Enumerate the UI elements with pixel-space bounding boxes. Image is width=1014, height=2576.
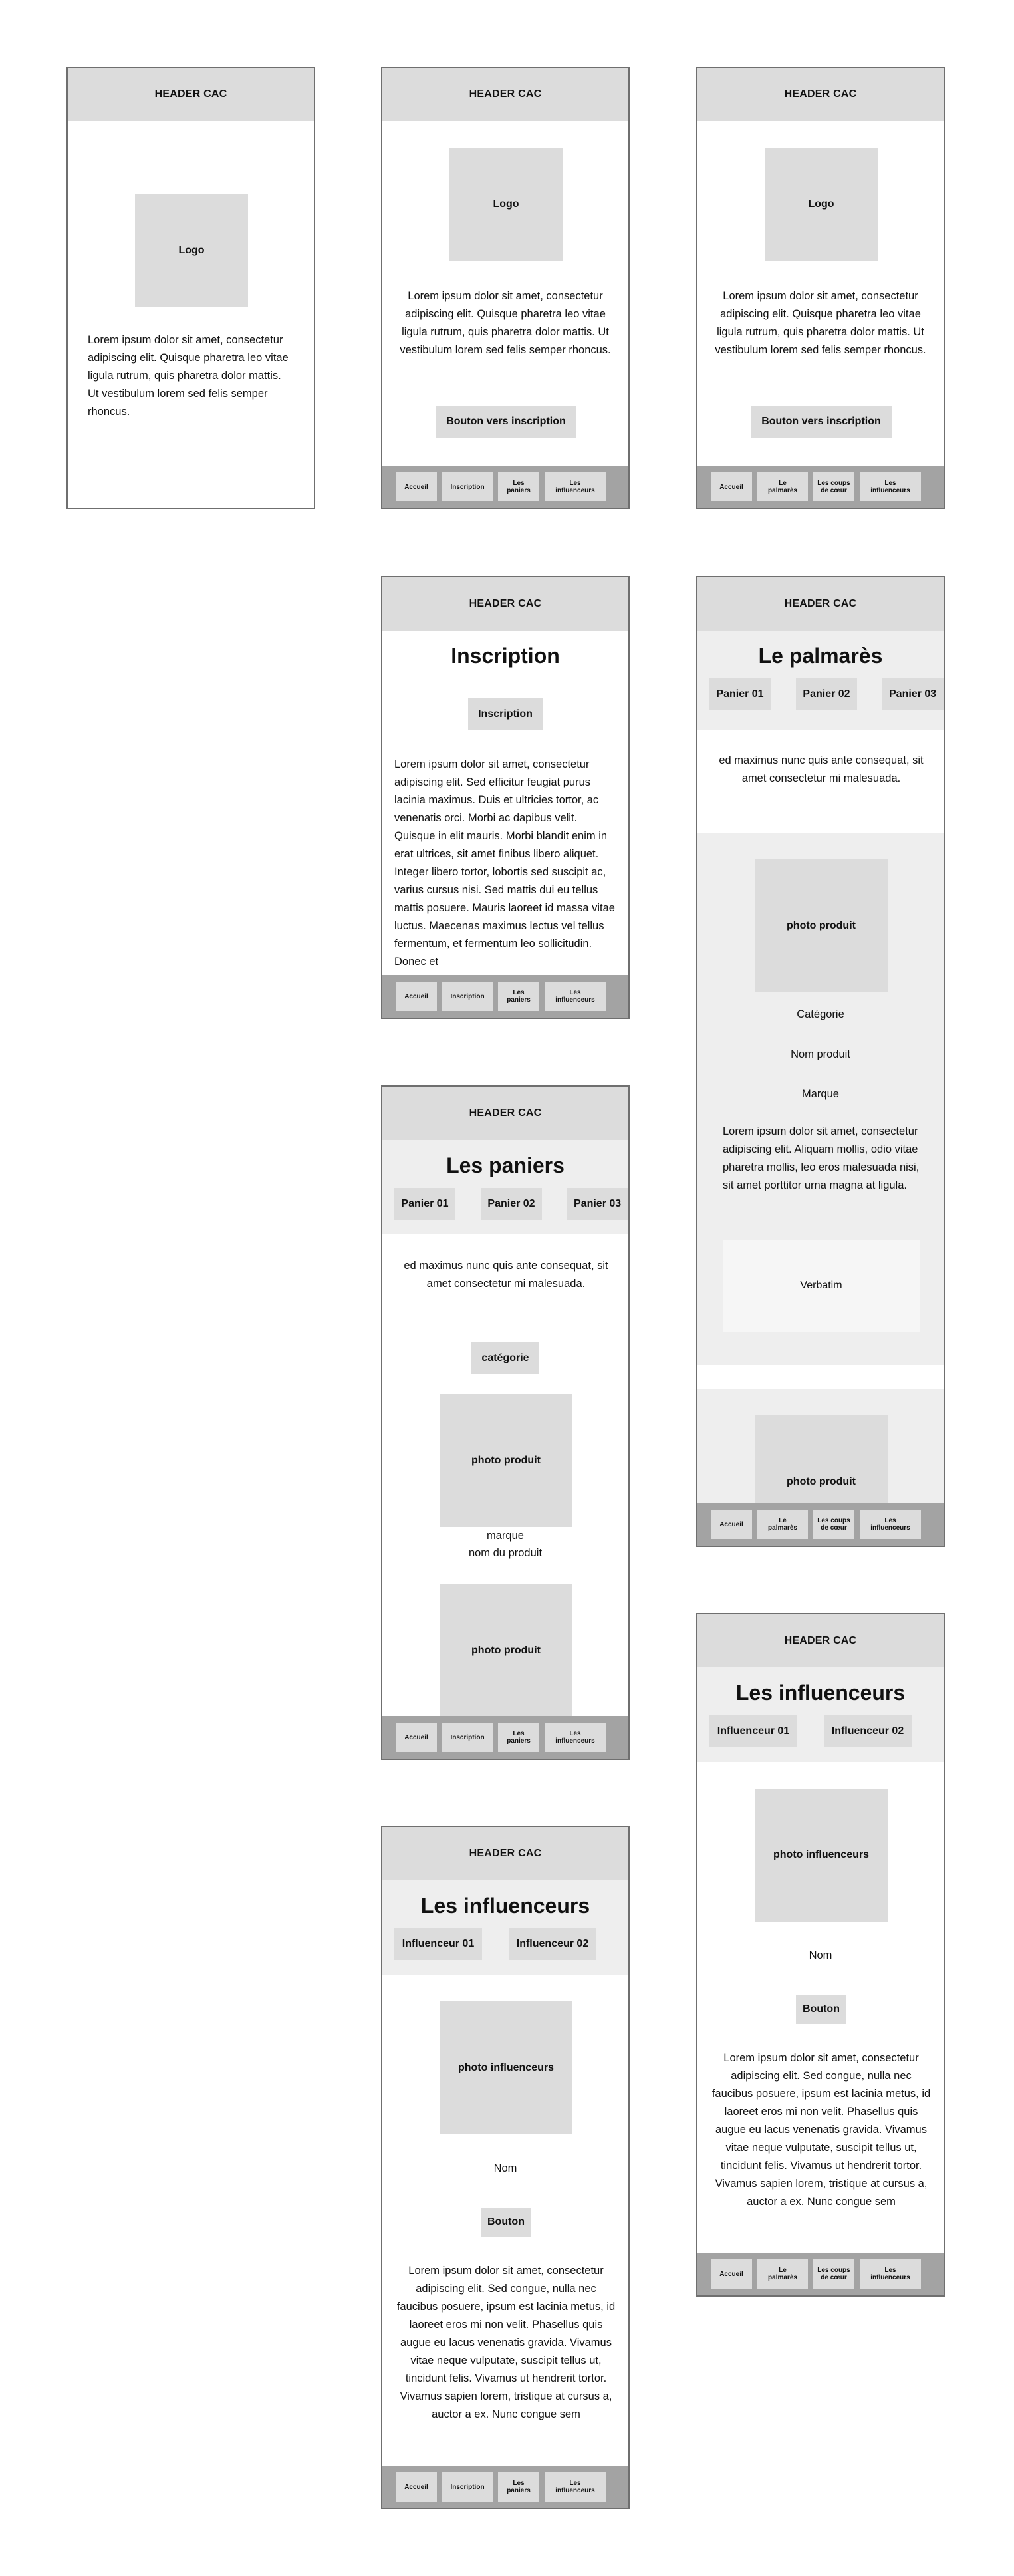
product-brand: Marque — [802, 1088, 839, 1100]
product-name: nom du produit — [468, 1547, 543, 1559]
frame-paniers — [381, 1085, 630, 1760]
signup-cta-button[interactable]: Bouton vers inscription — [751, 406, 892, 438]
intro-text: Lorem ipsum dolor sit amet, consectetur adipiscing elit. Quisque pharetra leo vitae ligula rutrum, quis pharetra dolor mattis. Ut vestibulum lorem sed felis semper rhoncus. — [88, 334, 289, 418]
paniers-intro: ed maximus nunc quis ante consequat, sit amet consectetur mi malesuada. — [404, 1260, 608, 1290]
nav-influenceurs[interactable]: Les influenceurs — [545, 982, 606, 1011]
header: HEADER CAC — [697, 577, 944, 631]
nav-palmares[interactable]: Le palmarès — [757, 2259, 808, 2289]
page-title: Le palmarès — [758, 644, 883, 668]
nav-accueil[interactable]: Accueil — [396, 1723, 437, 1752]
nav-paniers[interactable]: Les paniers — [498, 982, 539, 1011]
tab-influenceur-01[interactable]: Influenceur 01 — [394, 1928, 482, 1960]
product-photo: photo produit — [440, 1394, 572, 1527]
product-photo-2: photo produit — [755, 1415, 888, 1547]
intro-text: Lorem ipsum dolor sit amet, consectetur adipiscing elit. Quisque pharetra leo vitae ligula rutrum, quis pharetra dolor mattis. Ut vestibulum lorem sed felis semper rhoncus. — [715, 290, 926, 356]
bottom-nav — [382, 1716, 628, 1759]
nav-coups-de-coeur[interactable]: Les coups de cœur — [813, 1510, 854, 1539]
frame-home-alt — [696, 67, 945, 509]
header: HEADER CAC — [382, 1087, 628, 1140]
influencer-photo: photo influenceurs — [755, 1789, 888, 1922]
tab-panier-03[interactable]: Panier 03 — [567, 1188, 630, 1220]
page-title: Les influenceurs — [735, 1681, 906, 1705]
page-title: Inscription — [451, 644, 560, 668]
frame-home — [381, 67, 630, 509]
frame-palmares — [696, 576, 945, 1547]
influencer-button[interactable]: Bouton — [796, 1995, 846, 2024]
bottom-nav — [382, 2466, 628, 2508]
header: HEADER CAC — [697, 1614, 944, 1667]
frame-home-simple — [66, 67, 315, 509]
tab-panier-03[interactable]: Panier 03 — [882, 678, 945, 710]
bottom-nav — [697, 2253, 944, 2295]
nav-coups-de-coeur[interactable]: Les coups de cœur — [813, 2259, 854, 2289]
nav-palmares[interactable]: Le palmarès — [757, 472, 808, 501]
tab-panier-01[interactable]: Panier 01 — [709, 678, 771, 710]
logo: Logo — [765, 148, 878, 261]
product-brand: marque — [487, 1530, 524, 1542]
bottom-nav — [382, 466, 628, 508]
logo: Logo — [449, 148, 563, 261]
nav-influenceurs[interactable]: Les influenceurs — [860, 472, 921, 501]
nav-accueil[interactable]: Accueil — [711, 1510, 752, 1539]
nav-accueil[interactable]: Accueil — [396, 472, 437, 501]
bottom-nav — [697, 1503, 944, 1546]
product-name: Nom produit — [791, 1048, 850, 1060]
category-button[interactable]: catégorie — [471, 1342, 539, 1374]
product-description: Lorem ipsum dolor sit amet, consectetur adipiscing elit. Aliquam mollis, odio vitae pharetra mollis, leo eros malesuada nisi, sit amet porttitor urna magna at ligula. — [723, 1125, 920, 1191]
product-photo: photo produit — [755, 859, 888, 992]
nav-accueil[interactable]: Accueil — [711, 2259, 752, 2289]
product-category: Catégorie — [797, 1008, 844, 1020]
logo: Logo — [135, 194, 248, 307]
nav-influenceurs[interactable]: Les influenceurs — [545, 2472, 606, 2502]
nav-paniers[interactable]: Les paniers — [498, 2472, 539, 2502]
bottom-nav — [697, 466, 944, 508]
header: HEADER CAC — [382, 577, 628, 631]
nav-influenceurs[interactable]: Les influenceurs — [545, 472, 606, 501]
page-title: Les paniers — [446, 1153, 565, 1177]
frame-inscription — [381, 576, 630, 1019]
product-photo-2: photo produit — [440, 1584, 572, 1717]
signup-cta-button[interactable]: Bouton vers inscription — [436, 406, 576, 438]
verbatim-box: Verbatim — [723, 1240, 920, 1332]
nav-inscription[interactable]: Inscription — [442, 2472, 493, 2502]
tab-influenceur-01[interactable]: Influenceur 01 — [709, 1715, 797, 1747]
nav-influenceurs[interactable]: Les influenceurs — [860, 2259, 921, 2289]
nav-accueil[interactable]: Accueil — [711, 472, 752, 501]
nav-paniers[interactable]: Les paniers — [498, 1723, 539, 1752]
inscription-text: Lorem ipsum dolor sit amet, consectetur adipiscing elit. Sed efficitur feugiat purus lacinia maximus. Duis et ultricies tortor, ac venenatis orci. Morbi ac dapibus velit. Quisque in elit mauris. Morbi blandit enim in erat ultrices, sit amet finibus libero aliquet. Integer libero tortor, lobortis sed suscipit ac, varius cursus nisi. Sed mattis dui eu tellus mattis posuere. Mauris laoreet id massa vitae luctus. Maecenas maximus lectus vel tellus fermentum, et fermentum leo sollicitudin. Donec et — [394, 758, 615, 968]
page-title: Les influenceurs — [420, 1894, 590, 1918]
nav-influenceurs[interactable]: Les influenceurs — [860, 1510, 921, 1539]
influencer-button[interactable]: Bouton — [481, 2208, 531, 2237]
inscription-button[interactable]: Inscription — [468, 698, 543, 730]
header: HEADER CAC — [382, 1827, 628, 1880]
influencer-name: Nom — [493, 2162, 517, 2174]
influencer-text: Lorem ipsum dolor sit amet, consectetur adipiscing elit. Sed congue, nulla nec faucibus posuere, ipsum est lacinia metus, id laoreet eros mi non velit. Phasellus quis augue eu lacus venenatis gravida. Vivamus vitae neque vulputate, suscipit tellus ut, tincidunt felis. Vivamus ut hendrerit tortor. Vivamus sapien lorem, tristique at cursus a, auctor a ex. Nunc congue sem — [396, 2265, 616, 2420]
nav-accueil[interactable]: Accueil — [396, 982, 437, 1011]
nav-paniers[interactable]: Les paniers — [498, 472, 539, 501]
intro-text: Lorem ipsum dolor sit amet, consectetur adipiscing elit. Quisque pharetra leo vitae ligula rutrum, quis pharetra dolor mattis. Ut vestibulum lorem sed felis semper rhoncus. — [400, 290, 611, 356]
nav-coups-de-coeur[interactable]: Les coups de cœur — [813, 472, 854, 501]
nav-inscription[interactable]: Inscription — [442, 1723, 493, 1752]
tab-panier-02[interactable]: Panier 02 — [481, 1188, 542, 1220]
influencer-name: Nom — [809, 1949, 832, 1961]
bottom-nav — [382, 975, 628, 1018]
nav-influenceurs[interactable]: Les influenceurs — [545, 1723, 606, 1752]
tab-influenceur-02[interactable]: Influenceur 02 — [824, 1715, 912, 1747]
frame-influenceurs — [381, 1826, 630, 2509]
tab-panier-02[interactable]: Panier 02 — [796, 678, 857, 710]
tab-panier-01[interactable]: Panier 01 — [394, 1188, 455, 1220]
tab-influenceur-02[interactable]: Influenceur 02 — [509, 1928, 596, 1960]
header: HEADER CAC — [697, 68, 944, 121]
nav-inscription[interactable]: Inscription — [442, 982, 493, 1011]
palmares-intro: ed maximus nunc quis ante consequat, sit amet consectetur mi malesuada. — [719, 754, 924, 784]
nav-palmares[interactable]: Le palmarès — [757, 1510, 808, 1539]
header: HEADER CAC — [382, 68, 628, 121]
influencer-photo: photo influenceurs — [440, 2001, 572, 2134]
nav-inscription[interactable]: Inscription — [442, 472, 493, 501]
nav-accueil[interactable]: Accueil — [396, 2472, 437, 2502]
header: HEADER CAC — [68, 68, 314, 121]
frame-influenceurs-alt — [696, 1613, 945, 2297]
influencer-text: Lorem ipsum dolor sit amet, consectetur adipiscing elit. Sed congue, nulla nec faucibus posuere, ipsum est lacinia metus, id laoreet eros mi non velit. Phasellus quis augue eu lacus venenatis gravida. Vivamus vitae neque vulputate, suscipit tellus ut, tincidunt felis. Vivamus ut hendrerit tortor. Vivamus sapien lorem, tristique at cursus a, auctor a ex. Nunc congue sem — [711, 2052, 931, 2208]
